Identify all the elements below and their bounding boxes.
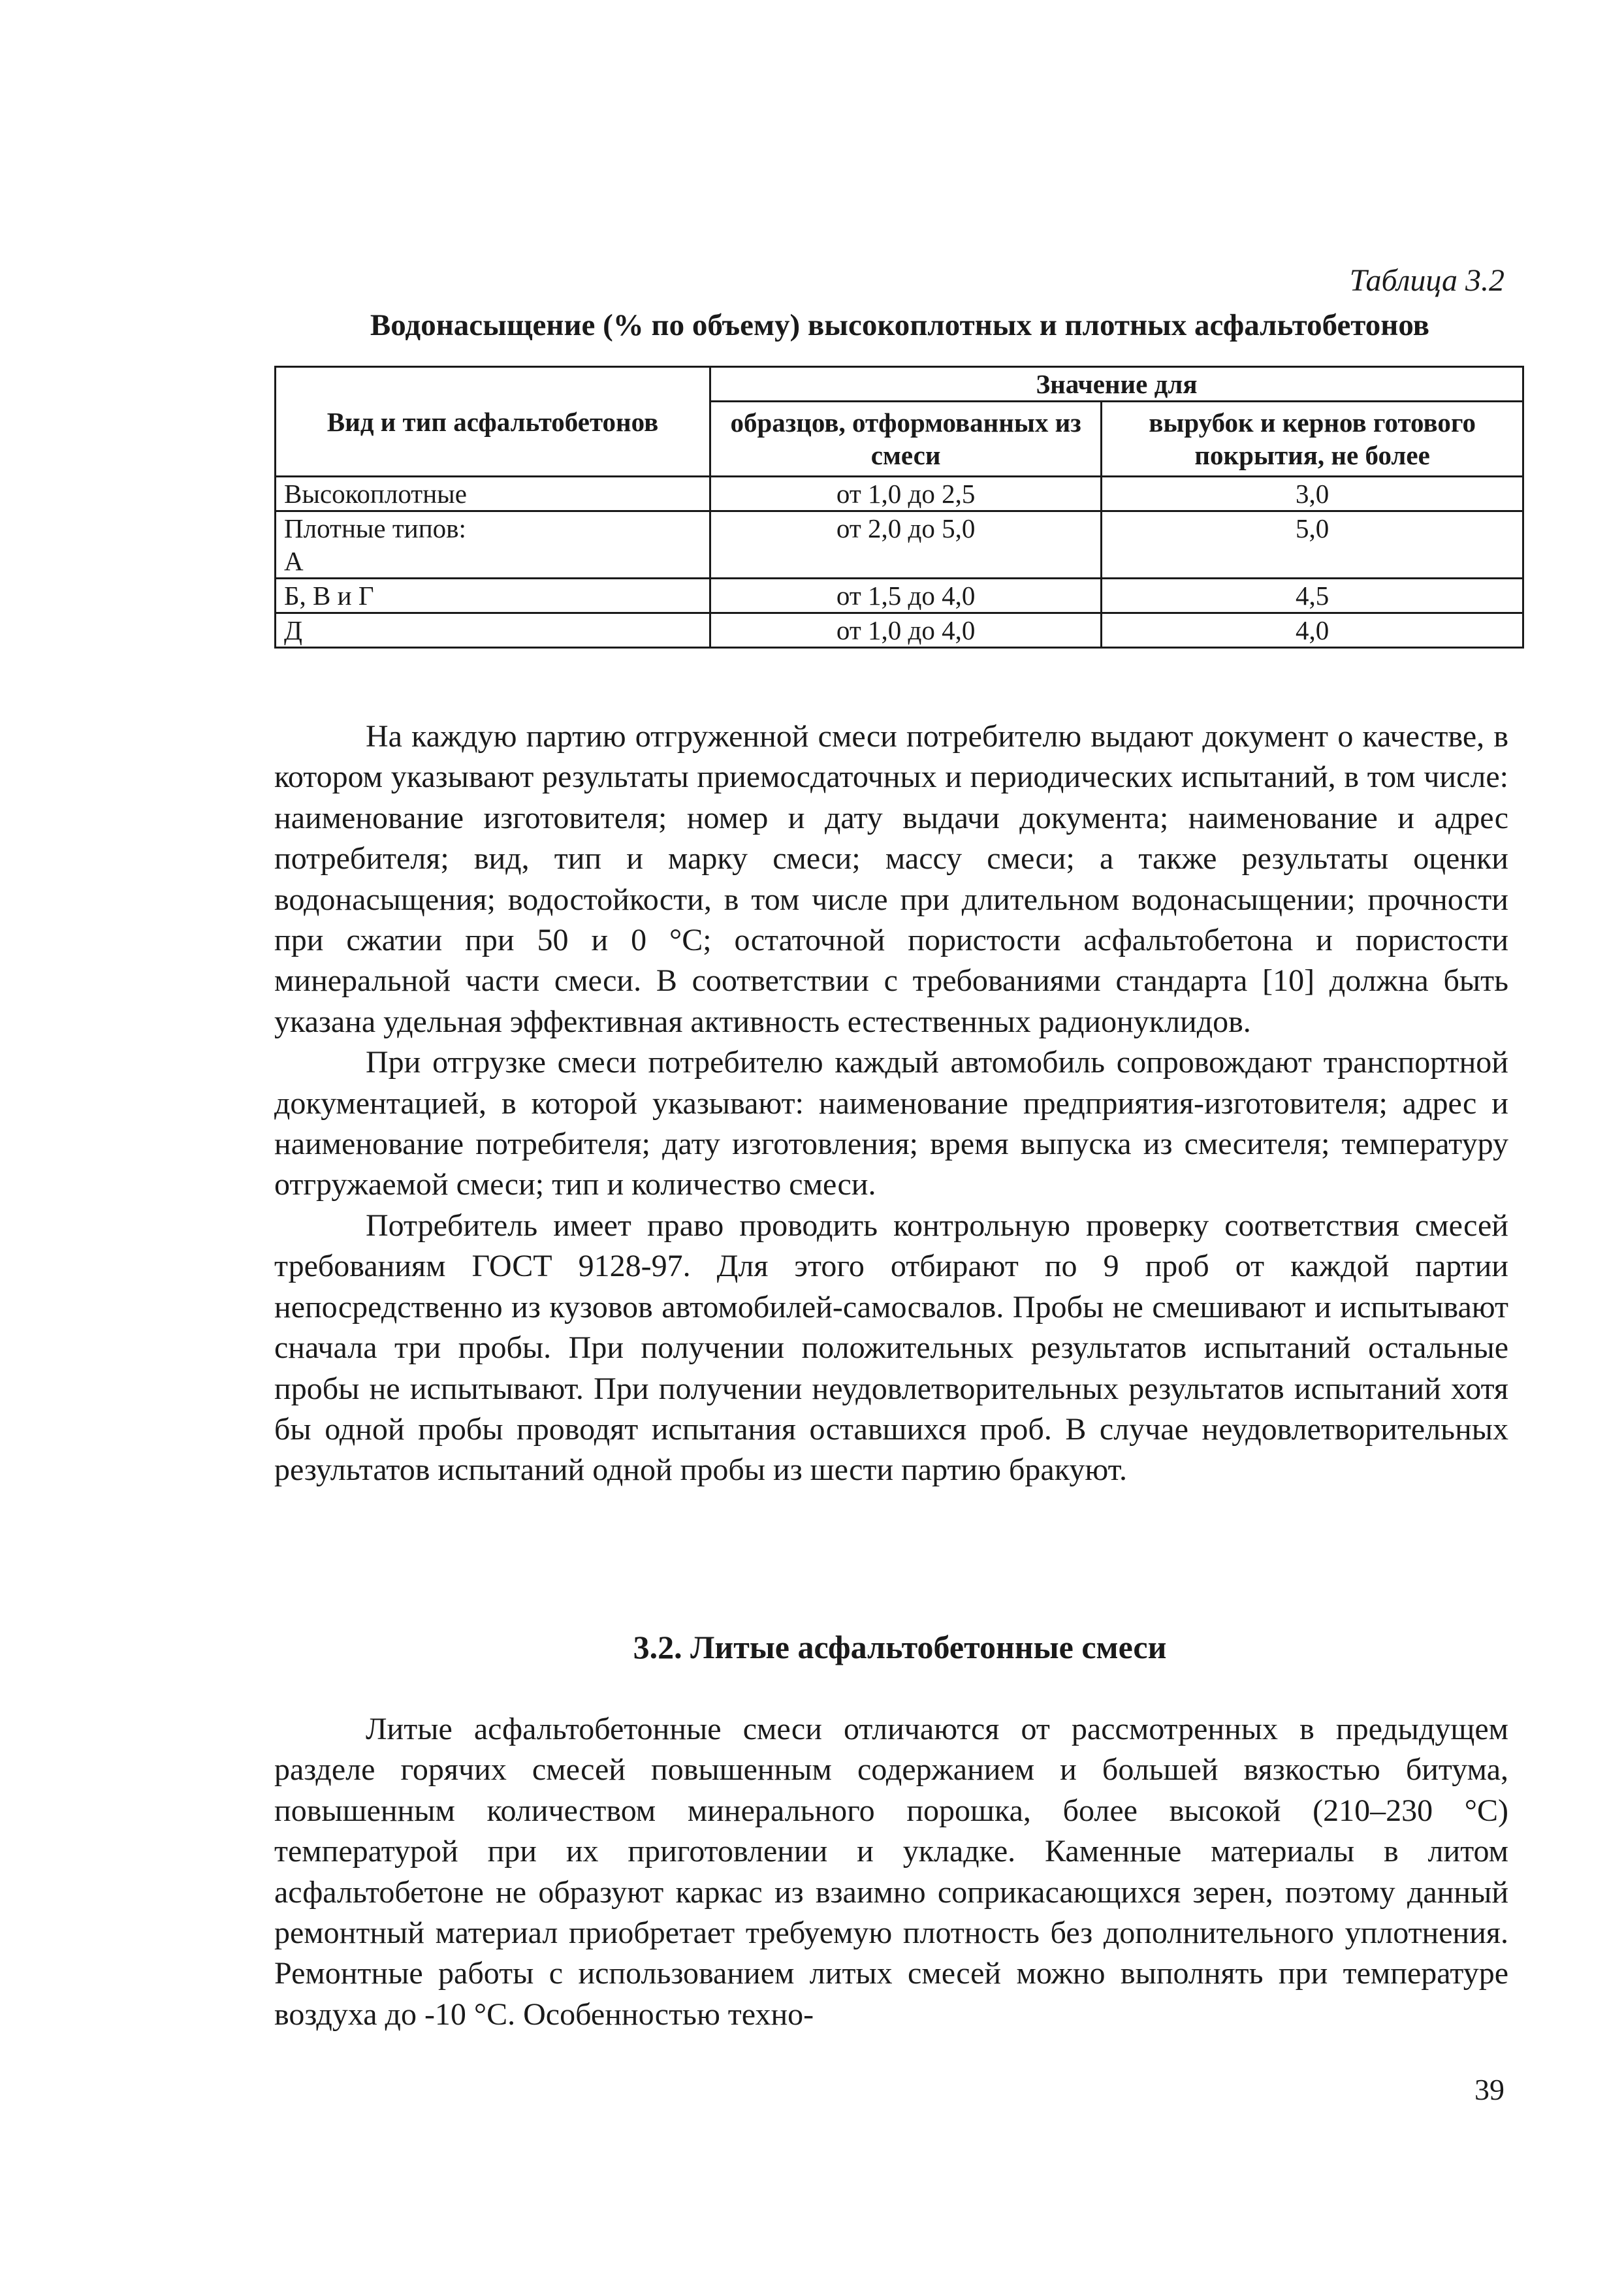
- cell-core: 4,0: [1102, 613, 1523, 648]
- cell-type: [276, 511, 710, 579]
- cell-sample: от 1,0 до 4,0: [710, 613, 1102, 648]
- section-body-text: [274, 1709, 1508, 2035]
- table-caption: Таблица 3.2: [1349, 263, 1505, 298]
- cell-subtype-label: А: [284, 546, 304, 576]
- cell-sample: от 2,0 до 5,0: [710, 511, 1102, 579]
- table-row: [276, 579, 1523, 613]
- table-row: [276, 511, 1523, 579]
- cell-sample: от 1,5 до 4,0: [710, 579, 1102, 613]
- header-value-group: Значение для: [710, 367, 1523, 402]
- page-number: 39: [1474, 2073, 1505, 2106]
- paragraph: На каждую партию отгруженной смеси потребителю выдают документ о качестве, в котором указывают результаты приемосдаточных и периодических испытаний, в том числе: наименование изготовителя; номер и дату выдачи документа; наименование и адрес потребителя; вид, тип и марку смеси; массу смеси; а также результаты оценки водонасыщения; водостойкости, в том числе при длительном водонасыщении; прочности при сжатии при 50 и 0 °С; остаточной пористости асфальтобетона и пористости минеральной части смеси. В соответствии с требованиями стандарта [10] должна быть указана удельная эффективная активность естественных радионуклидов.: [274, 719, 1508, 1039]
- table-title: Водонасыщение (% по объему) высокоплотных и плотных асфальтобетонов: [370, 308, 1430, 342]
- body-text: [274, 716, 1508, 1491]
- cell-type-label: Плотные типов:: [284, 513, 466, 543]
- section-heading: 3.2. Литые асфальтобетонные смеси: [633, 1629, 1167, 1665]
- cell-core: 5,0: [1102, 511, 1523, 579]
- paragraph: Литые асфальтобетонные смеси отличаются от рассмотренных в предыдущем разделе горячих смесей повышенным содержанием и большей вязкостью битума, повышенным количеством минерального порошка, более высокой (210–230 °С) температурой при их приготовлении и укладке. Каменные материалы в литом асфальтобетоне не образуют каркас из взаимно соприкасающихся зерен, поэтому данный ремонтный материал приобретает требуемую плотность без дополнительного уплотнения. Ремонтные работы с использованием литых смесей можно выполнять при температуре воздуха до -10 °С. Особенностью техно-: [274, 1712, 1508, 2032]
- paragraph: При отгрузке смеси потребителю каждый автомобиль сопровождают транспортной документацией, в которой указывают: наименование предприятия-изготовителя; адрес и наименование потребителя; дату изготовления; время выпуска из смесителя; температуру отгружаемой смеси; тип и количество смеси.: [274, 1045, 1508, 1202]
- cell-core: 4,5: [1102, 579, 1523, 613]
- water-saturation-table: [274, 366, 1524, 649]
- paragraph: Потребитель имеет право проводить контрольную проверку соответствия смесей требованиям ГОСТ 9128-97. Для этого отбирают по 9 проб от каждой партии непосредственно из кузовов автомобилей-самосвалов. Пробы не смешивают и испытывают сначала три пробы. При получении положительных результатов испытаний остальные пробы не испытывают. При получении неудовлетворительных результатов испытаний хотя бы одной пробы проводят испытания оставшихся проб. В случае неудовлетворительных результатов испытаний одной пробы из шести партию бракуют.: [274, 1208, 1508, 1488]
- header-cores: вырубок и кернов готового покрытия, не более: [1102, 402, 1523, 477]
- header-type: Вид и тип асфальтобетонов: [276, 367, 710, 477]
- header-samples: образцов, отформованных из смеси: [710, 402, 1102, 477]
- cell-type: Б, В и Г: [276, 579, 710, 613]
- cell-core: 3,0: [1102, 477, 1523, 511]
- table-row: [276, 613, 1523, 648]
- cell-sample: от 1,0 до 2,5: [710, 477, 1102, 511]
- cell-type: Д: [276, 613, 710, 648]
- table-row: [276, 477, 1523, 511]
- cell-type: Высокоплотные: [276, 477, 710, 511]
